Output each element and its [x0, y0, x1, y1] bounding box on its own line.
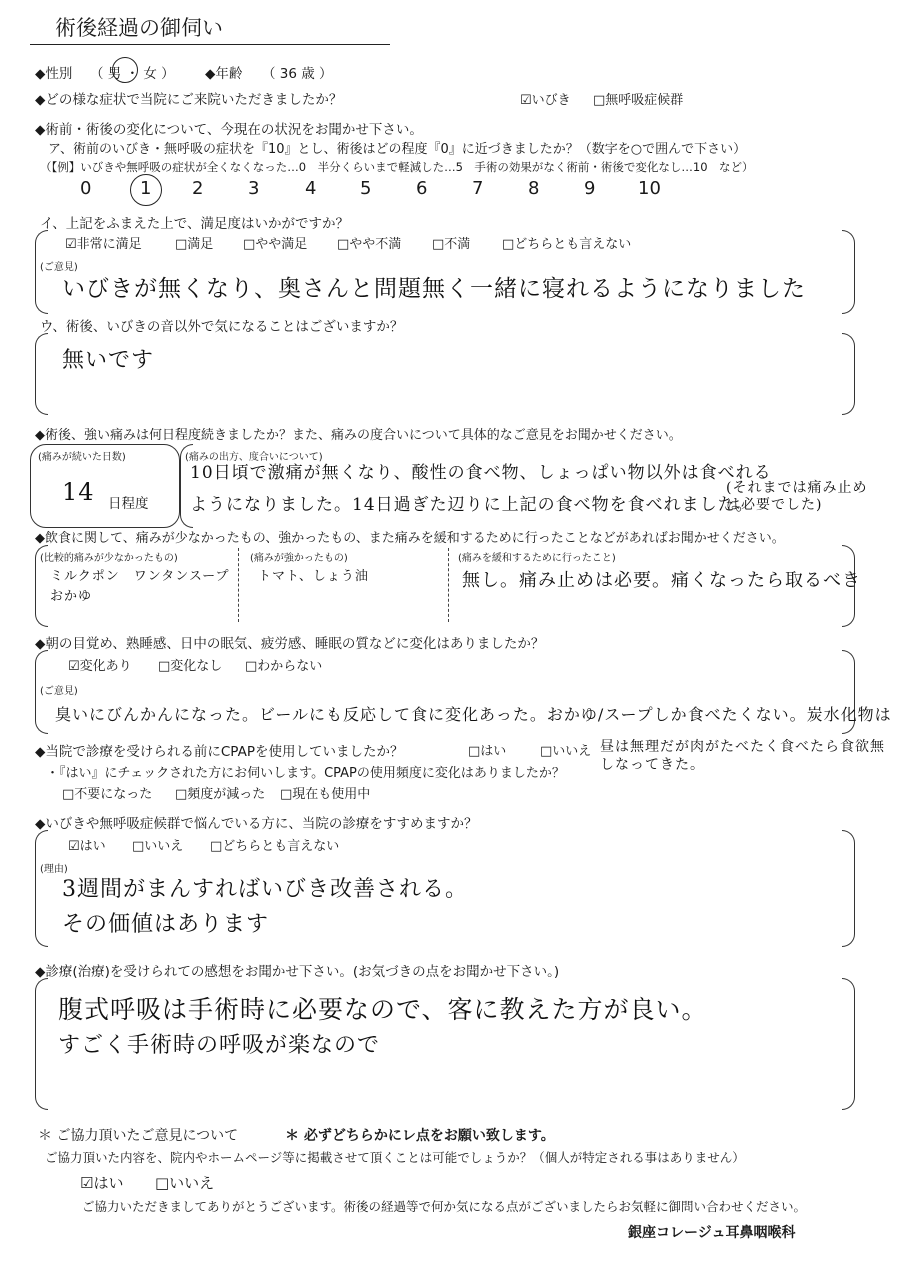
- food-divider-1: [238, 548, 239, 622]
- scale-3[interactable]: 3: [248, 178, 260, 199]
- satisfaction-opinion-label: (ご意見): [40, 262, 78, 273]
- satisfaction-option-3[interactable]: □やや満足: [243, 237, 308, 252]
- page-title: 術後経過の御伺い: [55, 16, 223, 40]
- scale-selected-circle: [130, 174, 162, 206]
- footer-note-bold: ＊ 必ずどちらかにレ点をお願い致します。: [285, 1128, 555, 1144]
- scale-6[interactable]: 6: [416, 178, 428, 199]
- other-concern-answer[interactable]: 無いです: [62, 348, 155, 373]
- pain-question: ◆術後、強い痛みは何日程度続きましたか？また、痛みの度合いについて具体的なご意見をお聞かせください。: [35, 428, 682, 443]
- satisfaction-opinion[interactable]: いびきが無くなり、奥さんと問題無く一緒に寝れるようになりました: [62, 276, 806, 302]
- morning-opinion-label: (ご意見): [40, 686, 78, 697]
- scale-0[interactable]: 0: [80, 178, 92, 199]
- pain-days-value[interactable]: 14: [62, 478, 95, 506]
- consent-no-checkbox[interactable]: □いいえ: [155, 1174, 215, 1192]
- other-bracket-right: [842, 333, 855, 415]
- scale-8[interactable]: 8: [528, 178, 540, 199]
- consent-question: ご協力頂いた内容を、院内やホームページ等に掲載させて頂くことは可能でしょうか？（個人が特定される事はありません）: [45, 1150, 745, 1165]
- impression-question: ◆診療(治療)を受けられての感想をお聞かせ下さい。(お気づきの点をお聞かせ下さい。): [35, 964, 560, 980]
- impression-bracket-right: [842, 978, 855, 1110]
- gender-circle: [112, 57, 138, 83]
- morning-opinion-line1[interactable]: 臭いにびんかんになった。ビールにも反応して食に変化あった。おかゆ/スープしか食べたくない。炭水化物は: [55, 705, 892, 724]
- cpap-yes-checkbox[interactable]: □はい: [468, 744, 507, 759]
- cpap-question: ◆当院で診療を受けられる前にCPAPを使用していましたか？: [35, 744, 404, 760]
- age-label: ◆年齢: [205, 66, 243, 82]
- other-bracket-left: [35, 333, 48, 415]
- cpap-no-checkbox[interactable]: □いいえ: [540, 744, 592, 759]
- change-a: ア、術前のいびき・無呼吸の症状を『10』とし、術後はどの程度『0』に近づきましたか？（数字を○で囲んで下さい）: [48, 142, 747, 157]
- pain-days-unit: 日程度: [108, 496, 149, 512]
- footer-note: ＊ ご協力頂いたご意見について: [38, 1128, 239, 1144]
- scale-2[interactable]: 2: [192, 178, 204, 199]
- age-value: （ 36 歳 ）: [262, 66, 333, 82]
- recommend-question: ◆いびきや無呼吸症候群で悩んでいる方に、当院の診療をすすめますか？: [35, 816, 478, 832]
- scale-7[interactable]: 7: [472, 178, 484, 199]
- food-col2-text[interactable]: トマト、しょう油: [258, 569, 369, 584]
- morning-opinion-line2[interactable]: 昼は無理だが肉がたべたく食べたら食欲無しなってきた。: [600, 739, 885, 773]
- clinic-name: 銀座コレージュ耳鼻咽喉科: [628, 1225, 796, 1241]
- gender-options: （ 男 ・ 女 ）: [90, 66, 175, 82]
- scale-5[interactable]: 5: [360, 178, 372, 199]
- morning-option-3[interactable]: □わからない: [245, 659, 323, 674]
- food-col2-label: (痛みが強かったもの): [250, 553, 348, 564]
- satisfaction-option-4[interactable]: □やや不満: [337, 237, 402, 252]
- recommend-reason-line2[interactable]: その価値はあります: [62, 912, 270, 937]
- food-col1-line1[interactable]: ミルクポン ワンタンスープ: [50, 569, 230, 584]
- symptom-apnea-checkbox[interactable]: □無呼吸症候群: [593, 93, 684, 108]
- symptom-snoring-checkbox[interactable]: ☑いびき: [520, 93, 571, 108]
- food-divider-2: [448, 548, 449, 622]
- change-question: ◆術前・術後の変化について、今現在の状況をお聞かせ下さい。: [35, 122, 423, 138]
- consent-yes-checkbox[interactable]: ☑はい: [80, 1174, 124, 1192]
- food-col3-text[interactable]: 無し。痛み止めは必要。痛くなったら取るべき: [462, 570, 861, 591]
- cpap-option-3[interactable]: □現在も使用中: [280, 787, 371, 802]
- change-example: （【例】いびきや無呼吸の症状が全くなくなった…0 半分くらいまで軽減した…5 手術の効果がなく術前・術後で変化なし…10 など）: [40, 160, 754, 174]
- scale-4[interactable]: 4: [305, 178, 317, 199]
- pain-detail-line1[interactable]: 10日頃で激痛が無くなり、酸性の食べ物、しょっぱい物以外は食べれる: [190, 463, 772, 483]
- cpap-option-2[interactable]: □頻度が減った: [175, 787, 266, 802]
- satisfaction-question: イ、上記をふまえた上で、満足度はいかがですか？: [40, 216, 350, 232]
- impression-bracket-left: [35, 978, 48, 1110]
- recommend-bracket-left: [35, 830, 48, 947]
- cpap-option-1[interactable]: □不要になった: [62, 787, 153, 802]
- title-underline: [30, 44, 390, 45]
- satisfaction-bracket-right: [842, 230, 855, 314]
- scale-9[interactable]: 9: [584, 178, 596, 199]
- recommend-option-1[interactable]: ☑はい: [68, 839, 106, 854]
- recommend-bracket-right: [842, 830, 855, 947]
- scale-1[interactable]: 1: [140, 178, 152, 199]
- satisfaction-option-1[interactable]: ☑非常に満足: [65, 237, 142, 252]
- pain-days-label: (痛みが続いた日数): [38, 452, 126, 463]
- impression-line1[interactable]: 腹式呼吸は手術時に必要なので、客に教えた方が良い。: [58, 995, 708, 1024]
- satisfaction-option-2[interactable]: □満足: [175, 237, 214, 252]
- satisfaction-option-5[interactable]: □不満: [432, 237, 471, 252]
- morning-option-1[interactable]: ☑変化あり: [68, 659, 132, 674]
- gender-label: ◆性別: [35, 66, 73, 82]
- pain-detail-line2[interactable]: ようになりました。14日過ぎた辺りに上記の食べ物を食べれました。: [190, 495, 754, 515]
- recommend-reason-label: (理由): [40, 864, 68, 875]
- scale-10[interactable]: 10: [638, 178, 661, 199]
- other-concern-question: ウ、術後、いびきの音以外で気になることはございますか？: [40, 319, 404, 335]
- recommend-option-2[interactable]: □いいえ: [132, 839, 184, 854]
- morning-option-2[interactable]: □変化なし: [158, 659, 223, 674]
- food-col1-label: (比較的痛みが少なかったもの): [40, 553, 178, 564]
- recommend-option-3[interactable]: □どちらとも言えない: [210, 839, 340, 854]
- cpap-follow: ・『はい』にチェックされた方にお伺いします。CPAPの使用頻度に変化はありましたか？: [46, 766, 565, 781]
- footer-thanks: ご協力いただきましてありがとうございます。術後の経過等で何か気になる点がございましたらお気軽に御問い合わせください。: [82, 1199, 807, 1214]
- pain-detail-label: (痛みの出方、度合いについて): [185, 452, 323, 463]
- food-col3-label: (痛みを緩和するために行ったこと): [458, 553, 616, 564]
- food-col1-line2[interactable]: おかゆ: [50, 589, 93, 604]
- satisfaction-option-6[interactable]: □どちらとも言えない: [502, 237, 632, 252]
- impression-line2[interactable]: すごく手術時の呼吸が楽なので: [58, 1033, 381, 1058]
- symptom-question: ◆どの様な症状で当院にご来院いただきましたか？: [35, 92, 343, 108]
- food-question: ◆飲食に関して、痛みが少なかったもの、強かったもの、また痛みを緩和するために行ったことなどがあればお聞かせください。: [35, 531, 785, 546]
- morning-question: ◆朝の目覚め、熟睡感、日中の眠気、疲労感、睡眠の質などに変化はありましたか？: [35, 636, 545, 652]
- pain-detail-note[interactable]: (それまでは痛み止めは必要でした): [726, 480, 868, 513]
- recommend-reason-line1[interactable]: 3週間がまんすればいびき改善される。: [62, 877, 468, 902]
